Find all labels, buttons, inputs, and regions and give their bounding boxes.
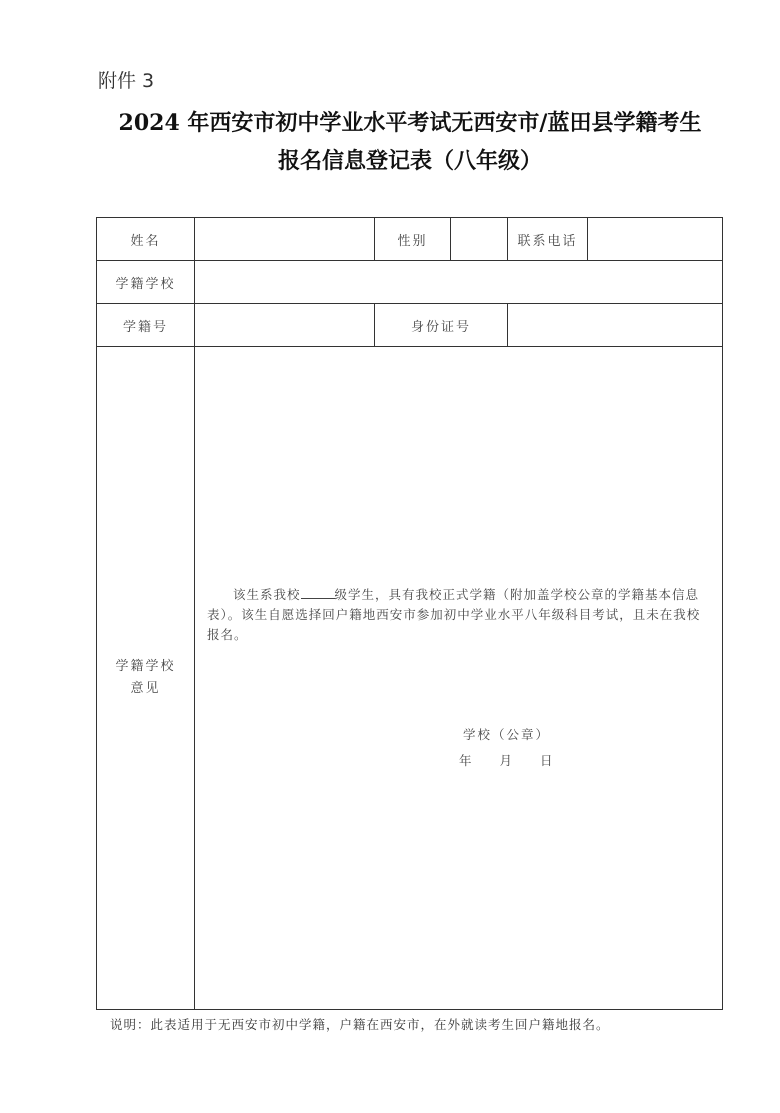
phone-label: 联系电话 — [508, 218, 588, 261]
opinion-text-rest: 级学生，具有我校正式学籍（附加盖学校公章的学籍基本信息表）。该生自愿选择回户籍地西安市参加初中学业水平八年级科目考试，且未在我校报名。 — [207, 587, 701, 642]
school-field[interactable] — [195, 261, 723, 304]
name-field[interactable] — [195, 218, 375, 261]
opinion-statement — [207, 585, 712, 645]
registration-form-table — [96, 217, 723, 1010]
school-stamp-label: 学校（公章） — [463, 727, 551, 742]
id-card-field[interactable] — [508, 304, 723, 347]
date-line — [459, 751, 555, 769]
date-year: 年 — [459, 753, 474, 768]
opinion-text-start: 该生系我校 — [233, 587, 301, 602]
student-id-field[interactable] — [195, 304, 375, 347]
opinion-label-cell — [97, 347, 195, 1010]
form-title-line1: 2024 年西安市初中学业水平考试无西安市/蓝田县学籍考生 — [118, 110, 702, 136]
form-row-school — [97, 261, 723, 304]
opinion-label-line2: 意见 — [130, 681, 161, 696]
grade-blank[interactable] — [301, 586, 335, 599]
form-row-opinion — [97, 347, 723, 1010]
form-row-ids — [97, 304, 723, 347]
date-day: 日 — [540, 753, 555, 768]
gender-field[interactable] — [451, 218, 508, 261]
name-label: 姓名 — [97, 218, 195, 261]
form-title-line2: 报名信息登记表（八年级） — [277, 148, 542, 174]
phone-field[interactable] — [588, 218, 723, 261]
opinion-label-line1: 学籍学校 — [115, 659, 176, 674]
attachment-label: 附件 3 — [98, 70, 155, 92]
date-month: 月 — [499, 753, 515, 768]
form-row-basic-info — [97, 218, 723, 261]
school-label: 学籍学校 — [97, 261, 195, 304]
id-card-label: 身份证号 — [375, 304, 508, 347]
opinion-field[interactable] — [195, 347, 723, 1010]
gender-label: 性别 — [375, 218, 451, 261]
form-note: 说明：此表适用于无西安市初中学籍，户籍在西安市，在外就读考生回户籍地报名。 — [110, 1017, 610, 1032]
student-id-label: 学籍号 — [97, 304, 195, 347]
